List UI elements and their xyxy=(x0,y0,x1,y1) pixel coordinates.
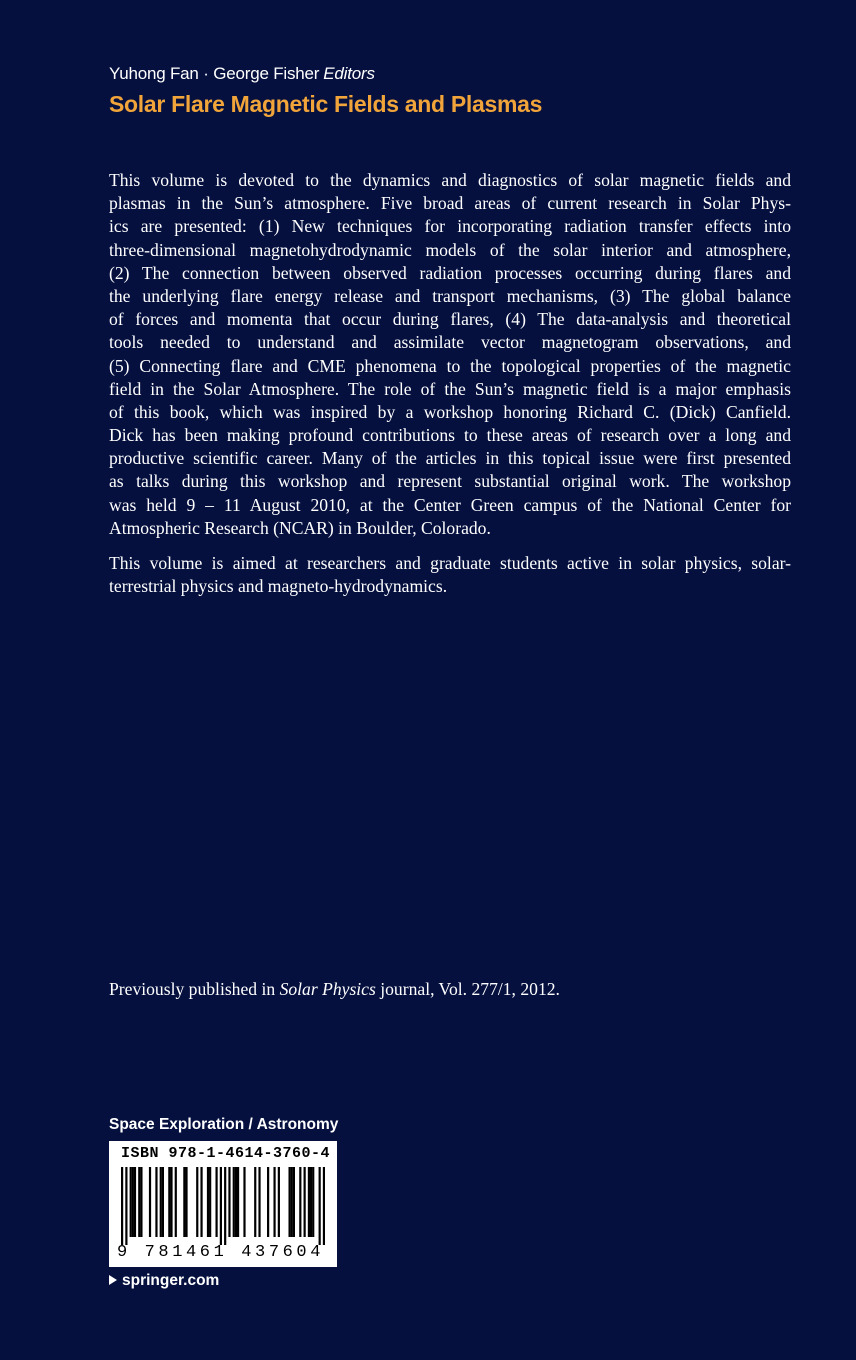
blurb-line: of this book, which was inspired by a workshop honoring Richard C. (Dick) Canfield. xyxy=(109,401,791,422)
isbn-barcode xyxy=(109,1141,337,1267)
blurb-line: was held 9 – 11 August 2010, at the Center Green campus of the National Center for xyxy=(109,494,791,515)
barcode-bar xyxy=(254,1167,256,1237)
barcode-bar xyxy=(288,1167,290,1237)
barcode-bar xyxy=(243,1167,245,1237)
blurb-line: terrestrial physics and magneto-hydrodynamics. xyxy=(109,576,448,597)
previously-published-note: Previously published in Solar Physics journal, Vol. 277/1, 2012. xyxy=(109,979,560,999)
barcode-bar xyxy=(132,1167,134,1237)
blurb-line: Atmospheric Research (NCAR) in Boulder, Colorado. xyxy=(109,517,491,538)
barcode-bar xyxy=(304,1167,306,1237)
subject-category: Space Exploration / Astronomy xyxy=(109,1116,339,1133)
editors-line xyxy=(109,64,375,84)
blurb-line: This volume is devoted to the dynamics and diagnostics of solar magnetic fields and xyxy=(109,170,791,190)
barcode-bar xyxy=(278,1167,280,1237)
barcode-bar xyxy=(134,1167,136,1237)
barcode-bar xyxy=(224,1167,226,1245)
barcode-bar xyxy=(162,1167,164,1237)
blurb-paragraph-2 xyxy=(109,552,791,598)
barcode-bar xyxy=(183,1167,185,1237)
barcode-bar xyxy=(273,1167,275,1237)
editors-role: Editors xyxy=(323,64,375,83)
barcode-bar xyxy=(228,1167,230,1237)
blurb-line: This volume is aimed at researchers and graduate students active in solar physics, solar- xyxy=(109,553,791,573)
barcode-bar xyxy=(160,1167,162,1237)
barcode-bar xyxy=(121,1167,123,1245)
barcode-bar xyxy=(155,1167,157,1237)
barcode-bar xyxy=(308,1167,310,1237)
barcode-bar xyxy=(168,1167,170,1237)
arrow-right-icon xyxy=(109,1275,117,1285)
barcode-bar xyxy=(125,1167,127,1245)
blurb-line: tools needed to understand and assimilate vector magnetogram observations, and xyxy=(109,332,791,353)
barcode-bar xyxy=(319,1167,321,1245)
barcode-bar xyxy=(220,1167,222,1245)
barcode-bar xyxy=(140,1167,142,1237)
barcode-bar xyxy=(237,1167,239,1237)
barcode-bar xyxy=(293,1167,295,1237)
barcode-bar xyxy=(258,1167,260,1237)
barcode-bar xyxy=(196,1167,198,1237)
editor-names: Yuhong Fan · George Fisher xyxy=(109,64,320,83)
ean-digits: 9 781461 437604 xyxy=(117,1243,325,1262)
barcode-bar xyxy=(291,1167,293,1237)
publisher-link[interactable] xyxy=(109,1272,219,1290)
blurb-line: productive scientific career. Many of the articles in this topical issue were first presented xyxy=(109,448,791,469)
blurb-line: as talks during this workshop and represent substantial original work. The workshop xyxy=(109,471,791,492)
journal-name: Solar Physics xyxy=(279,979,376,999)
barcode-bar xyxy=(312,1167,314,1237)
barcode-bar xyxy=(149,1167,151,1237)
blurb-line: three-dimensional magnetohydrodynamic models of the solar interior and atmosphere, xyxy=(109,239,791,260)
barcode-bar xyxy=(215,1167,217,1237)
barcode-bar xyxy=(185,1167,187,1237)
barcode-bar xyxy=(175,1167,177,1237)
barcode-bar xyxy=(170,1167,172,1237)
barcode-bar xyxy=(267,1167,269,1237)
blurb-text xyxy=(109,169,791,598)
barcode-bar xyxy=(138,1167,140,1237)
blurb-line: (5) Connecting flare and CME phenomena to the topological properties of the magnetic xyxy=(109,355,791,376)
isbn-label: ISBN 978-1-4614-3760-4 xyxy=(121,1145,331,1162)
blurb-line: Dick has been making profound contributions to these areas of research over a long and xyxy=(109,425,791,446)
publisher-url: springer.com xyxy=(122,1272,220,1289)
barcode-bar xyxy=(299,1167,301,1237)
book-title: Solar Flare Magnetic Fields and Plasmas xyxy=(109,91,543,117)
blurb-line: of forces and momenta that occur during flares, (4) The data-analysis and theoretical xyxy=(109,309,791,330)
blurb-line: (2) The connection between observed radiation processes occurring during flares and xyxy=(109,262,791,283)
barcode-bar xyxy=(209,1167,211,1237)
blurb-paragraph-1 xyxy=(109,169,791,540)
barcode-bar xyxy=(200,1167,202,1237)
blurb-line: field in the Solar Atmosphere. The role of the Sun’s magnetic field is a major emphasis xyxy=(109,378,791,399)
barcode-bar xyxy=(323,1167,325,1245)
blurb-line: ics are presented: (1) New techniques for incorporating radiation transfer effects into xyxy=(109,216,791,237)
barcode-bar xyxy=(207,1167,209,1237)
barcode-bar xyxy=(233,1167,235,1237)
barcode-bar xyxy=(130,1167,132,1237)
blurb-line: the underlying flare energy release and transport mechanisms, (3) The global balance xyxy=(109,285,791,306)
barcode-bar xyxy=(310,1167,312,1237)
barcode-bar xyxy=(235,1167,237,1237)
barcode-bars xyxy=(121,1167,325,1245)
blurb-line: plasmas in the Sun’s atmosphere. Five broad areas of current research in Solar Phys- xyxy=(109,193,791,214)
